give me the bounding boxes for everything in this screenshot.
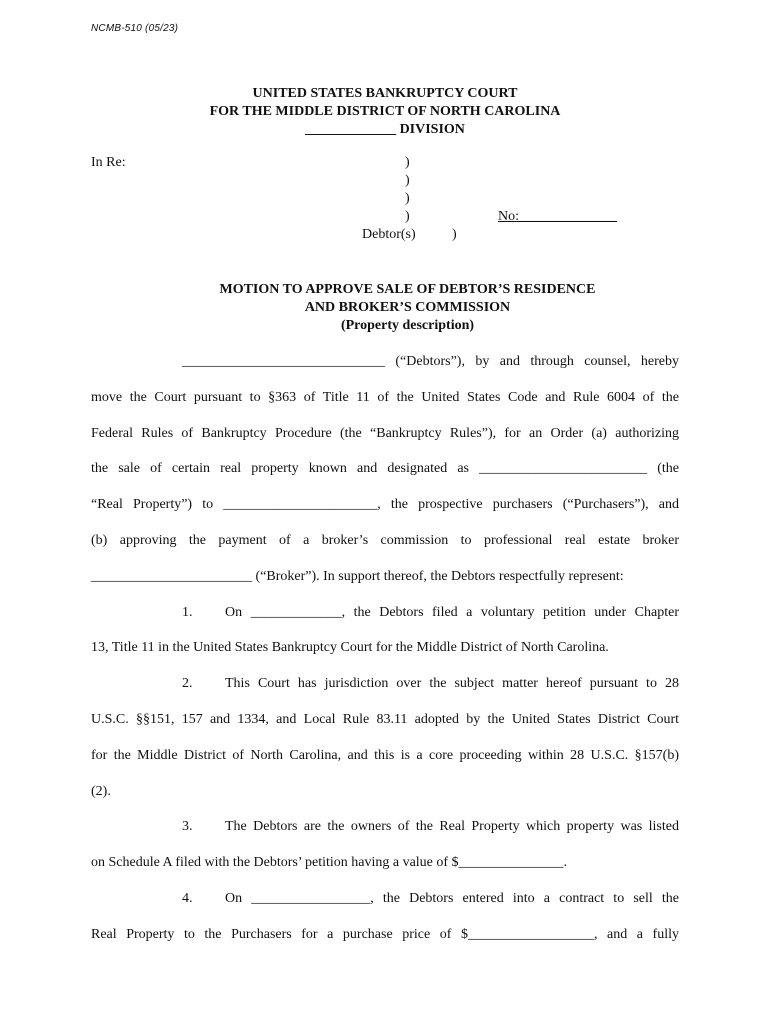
numbered-paragraph	[91, 881, 679, 917]
court-division: _____________ DIVISION	[305, 122, 465, 137]
paragraph-line: 13, Title 11 in the United States Bankruptcy Court for the Middle District of North Carolina.	[91, 640, 609, 656]
intro-line: (b) approving the payment of a broker’s commission to professional real estate broker	[91, 532, 679, 548]
paragraph-line: for the Middle District of North Carolina, and this is a core proceeding within 28 U.S.C. §157(b)	[91, 747, 679, 763]
motion-title-line: AND BROKER’S COMMISSION	[304, 300, 511, 315]
paragraph-number: 3.	[182, 819, 193, 835]
court-name: UNITED STATES BANKRUPTCY COURT	[252, 86, 518, 101]
caption-paren: )	[405, 209, 410, 224]
paragraph-line: Real Property to the Purchasers for a purchase price of $__________________, and a fully	[91, 926, 679, 942]
caption-paren: )	[405, 173, 410, 188]
court-heading	[0, 85, 770, 139]
intro-line: Federal Rules of Bankruptcy Procedure (the “Bankruptcy Rules”), for an Order (a) authorizing	[91, 425, 679, 441]
debtors-label: Debtor(s)	[362, 227, 416, 242]
numbered-paragraph	[91, 666, 679, 702]
paragraph-line: (2).	[91, 783, 111, 799]
motion-title	[0, 281, 770, 335]
intro-line: “Real Property”) to ______________________, the prospective purchasers (“Purchasers”), and	[91, 497, 679, 513]
caption-paren: )	[405, 191, 410, 206]
case-caption	[0, 155, 770, 255]
intro-line: _____________________________ (“Debtors”), by and through counsel, hereby	[182, 354, 679, 369]
property-description: (Property description)	[340, 318, 475, 333]
paragraph-line: on Schedule A filed with the Debtors’ petition having a value of $_______________.	[91, 855, 568, 871]
paragraph-line: On _____________, the Debtors filed a voluntary petition under Chapter	[225, 604, 679, 620]
motion-title-line: MOTION TO APPROVE SALE OF DEBTOR’S RESIDENCE	[219, 282, 596, 297]
paragraph-line: U.S.C. §§151, 157 and 1334, and Local Rule 83.11 adopted by the United States District Court	[91, 711, 679, 727]
caption-paren: )	[405, 155, 410, 170]
intro-line: the sale of certain real property known and designated as ________________________ (the	[91, 461, 679, 477]
case-number-field: No:______________	[498, 209, 617, 224]
intro-line: _______________________ (“Broker”). In support thereof, the Debtors respectfully represent:	[91, 568, 624, 584]
intro-line: move the Court pursuant to §363 of Title 11 of the United States Code and Rule 6004 of the	[91, 389, 679, 405]
paragraph-line: On _________________, the Debtors entered into a contract to sell the	[225, 890, 679, 906]
numbered-paragraph	[91, 595, 679, 631]
paragraph-line: The Debtors are the owners of the Real Property which property was listed	[225, 819, 679, 835]
paragraph-number: 2.	[182, 676, 193, 692]
paragraph-line: This Court has jurisdiction over the subject matter hereof pursuant to 28	[225, 676, 679, 692]
motion-body	[91, 344, 679, 953]
numbered-paragraph	[91, 809, 679, 845]
paragraph-number: 4.	[182, 890, 193, 906]
paragraph-number: 1.	[182, 604, 193, 620]
court-district: FOR THE MIDDLE DISTRICT OF NORTH CAROLINA	[209, 104, 561, 119]
form-id: NCMB-510 (05/23)	[91, 23, 179, 34]
caption-paren: )	[452, 227, 457, 242]
in-re-label: In Re:	[91, 155, 126, 170]
